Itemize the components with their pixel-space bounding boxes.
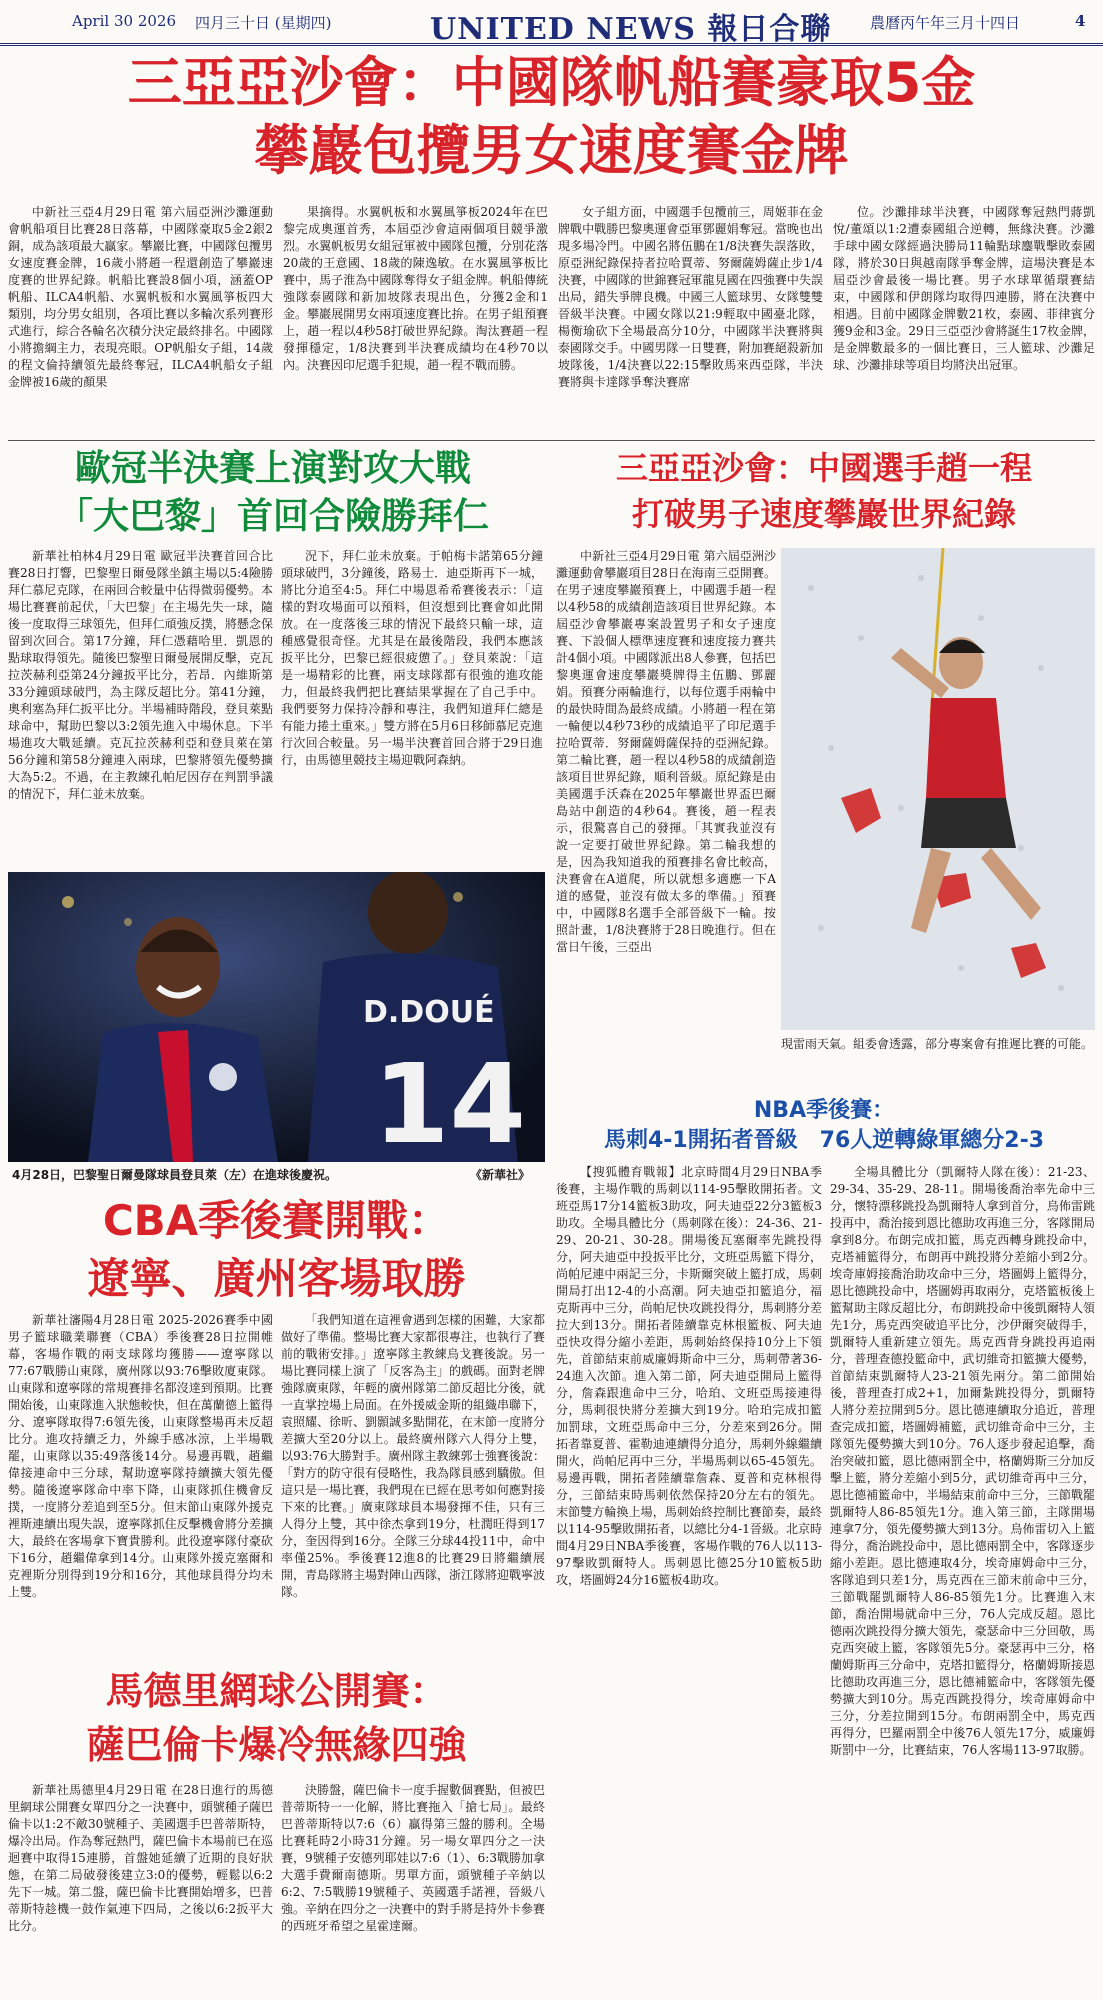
lead-headline-line2: 攀巖包攬男女速度賽金牌 <box>254 119 849 182</box>
nba-headline-line1: NBA季後賽： <box>753 1098 895 1123</box>
nba-story-column-2 <box>830 1164 1095 1994</box>
psg-story-column-1 <box>8 548 273 866</box>
lead-story-text-2: 果摘得。水翼帆板和水翼風箏板2024年在巴黎完成奧運首秀，本屆亞沙會這兩個項目競爭激烈。水翼帆板男女組冠軍被中國隊包攬，分別花落20歲的王意國、18歲的陳逸敏。在水翼風箏板比賽中，馬子淮為中國隊奪得女子組金牌。帆船傳統強隊泰國隊和新加坡隊表現出色，分獲2金和1金。攀巖展開男女兩項速度賽比拚。在男子組預賽上，趙一程以4秒58打破世界紀錄。淘汰賽趙一程發揮穩定，1/8決賽到半決賽成績均在4秒70以內。決賽因印尼選手犯規，趙一程不戰而勝。 <box>283 205 548 372</box>
lead-story-text-1: 中新社三亞4月29日電 第六屆亞洲沙灘運動會帆船項目比賽28日落幕，中國隊豪取5金2銀2銅，成為該項最大贏家。攀巖比賽，中國隊包攬男女速度賽金牌，16歲小將趙一程還創造了攀巖速度賽的世界紀錄。帆船比賽設8個小項，涵蓋OP帆船、ILCA4帆船、水翼帆板和水翼風箏板四大類別，均分男女組別，各項比賽以多輪次系列賽形式進行，綜合各輪名次積分決定最終排名。中國隊小將擔綱主力，表現亮眼。OP帆船女子組，14歲的程文倫持續領先最終奪冠，ILCA4帆船女子組金牌被16歲的顏果 <box>8 205 273 389</box>
tennis-headline-line1: 馬德里網球公開賽： <box>105 1669 448 1713</box>
tennis-headline-line2: 薩巴倫卡爆冷無緣四強 <box>86 1723 467 1767</box>
climb-headline-line1: 三亞亞沙會：中國選手趙一程 <box>615 449 1032 487</box>
psg-photo-caption: 4月28日，巴黎聖日爾曼隊球員登貝萊（左）在進球後慶祝。 <box>12 1168 338 1182</box>
lead-story-column-3 <box>558 204 823 436</box>
cba-story-text-1: 新華社瀋陽4月28日電 2025-2026賽季中國男子籃球職業聯賽（CBA）季後賽28日拉開帷幕，客場作戰的兩支球隊均獲勝——遼寧隊以77:67戰勝山東隊，廣州隊以93:76擊敗廈東隊。山東隊和遼寧隊的常規賽排名都沒達到預期。比賽開始後，山東隊進入狀態較快，但在萬蘭德上籃得分、遼寧隊取得7:6領先後，山東隊整場再未反超比分。進攻持續乏力，外線手感冰涼，上半場戰罷，山東隊以35:49落後14分。易邊再戰，趙繼偉接連命中三分球，幫助遼寧隊持續擴大領先優勢。隨後遼寧隊命中率下降，山東隊抓住機會反撲，一度將分差追到至5分。但末節山東隊外援克裡斯連續出現失誤，遼寧隊抓住反擊機會將分差擴大，最終在客場拿下寶貴勝利。此役遼寧隊付豪砍下16分，趙繼偉拿到14分。山東隊外援克塞爾和克裡斯分別得到19分和16分，其他球員得分均未上雙。 <box>8 1313 273 1599</box>
cba-story-column-1 <box>8 1312 273 1658</box>
masthead <box>0 0 1103 46</box>
masthead-weekday: 四月三十日 (星期四) <box>195 14 332 32</box>
nba-story-text-1: 【搜狐體育戰報】北京時間4月29日NBA季後賽，主場作戰的馬刺以114-95擊敗開拓者。文班亞馬17分14籃板3助攻，阿夫迪亞22分3籃板3助攻。全場具體比分（馬刺隊在後）：24-36、21-29、20-21、30-28。開場後瓦塞爾率先跳投得分，阿夫迪亞中投扳平比分，文班亞馬籃下得分，尚帕尼連中兩記三分，卡斯爾突破上籃打成，馬刺開局打出12-4的小高潮。阿夫迪亞扣籃追分，福克斯再中三分，尚帕尼快攻跳投得分，馬刺將分差拉大到13分。開拓者陸續靠克林根籃板、阿夫迪亞快攻得分縮小差距，馬刺始終保持10分上下領先，首節結束前威廉姆斯命中三分，馬刺帶著36-24進入次節。進入第二節，阿夫迪亞開局上籃得分，詹森跟進命中三分，哈珀、文班亞馬接連得分，馬刺很快將分差擴大到19分。哈珀完成扣籃加罰球，文班亞馬命中三分，分差來到26分。開拓者靠夏普、霍勒迪連續得分追分，馬刺外線繼續開火，尚帕尼再中三分，半場馬刺以65-45領先。易邊再戰，開拓者陸續靠詹森、夏普和克林根得分，三節結束時馬刺依然保持20分左右的領先。末節雙方輪換上場，馬刺始終控制比賽節奏，最終以114-95擊敗開拓者，以總比分4-1晉級。北京時間4月29日NBA季後賽，客場作戰的76人以113-97擊敗凱爾特人。馬刺恩比德25分10籃板5助攻，塔圖姆24分16籃板4助攻。 <box>556 1165 822 1587</box>
psg-story-column-2 <box>281 548 543 866</box>
climb-story-column <box>556 548 776 1090</box>
masthead-lunar-date: 農曆丙午年三月十四日 <box>870 14 1021 32</box>
page-number: 4 <box>1075 12 1086 30</box>
lead-headline-line1: 三亞亞沙會：中國隊帆船賽豪取5金 <box>127 51 976 114</box>
lead-story-column-2 <box>283 204 548 436</box>
cba-headline-line2: 遼寧、廣州客場取勝 <box>87 1254 466 1303</box>
lead-story-text-3: 女子組方面，中國選手包攬前三，周姬菲在金牌戰中戰勝巴黎奧運會亞軍鄧麗娟奪冠。當晚也出現多場冷門。中國名將伍鵬在1/8決賽失誤落敗，原亞洲紀錄保持者拉哈賈蒂、努爾薩姆薩止步1/4決賽，中國隊的世錦賽冠軍龍見國在四強賽中失誤出局，錯失爭牌良機。中國三人籃球男、女隊雙雙晉級半決賽。中國女隊以21:9輕取中國臺北隊，楊衡瑜砍下全場最高分10分，中國隊半決賽將與泰國隊交手。中國男隊一日雙賽，附加賽絕殺新加坡隊後，1/4決賽以22:15擊敗馬來西亞隊，半決賽將與卡達隊爭奪決賽席 <box>558 205 823 389</box>
nba-headline-line2: 馬刺4-1開拓者晉級 76人逆轉綠軍總分2-3 <box>603 1128 1045 1153</box>
psg-headline-line1: 歐冠半決賽上演對攻大戰 <box>74 448 471 489</box>
psg-story-text-2: 況下，拜仁並未放棄。于帕梅卡諾第65分鐘頭球破門，3分鐘後，路易士．迪亞斯再下一城，將比分追至4:5。拜仁中場恩希希賽後表示：「這樣的對攻場面可以預料，但沒想到比賽會如此開放。在一度落後三球的情況下最終只輸一球，這種感覺很奇怪。尤其是在最後階段，我們本應該扳平比分，巴黎已經很疲憊了。」登貝萊說：「這是一場精彩的比賽，兩支球隊都有很強的進攻能力，但最終我們把比賽結果掌握在了自己手中。我們要努力保持冷靜和專注，我們知道拜仁總是有能力捲土重來。」雙方將在5月6日移師慕尼克進行次回合較量。另一場半決賽首回合將于29日進行，由馬德里競技主場迎戰阿森納。 <box>281 549 543 767</box>
lead-story-text-4: 位。沙灘排球半決賽，中國隊奪冠熱門蔣凱悅/董頌以1:2遭泰國組合逆轉，無緣決賽。沙灘手球中國女隊經過決勝局11輪點球鏖戰擊敗泰國隊，將於30日與越南隊爭奪金牌，這場決賽是本屆亞沙會最後一場比賽。男子水球單循環賽結束，中國隊和伊朗隊均取得四連勝，將在決賽中相遇。目前中國隊金牌數21枚，泰國、菲律賓分獲9金和3金。29日三亞亞沙會將誕生17枚金牌，是金牌數最多的一個比賽日，三人籃球、沙灘足球、沙灘排球等項目均將決出冠軍。 <box>833 205 1095 372</box>
nba-story-column-1 <box>556 1164 822 1994</box>
jersey-name: D.DOUÉ <box>363 995 495 1030</box>
cba-story-text-2: 「我們知道在這裡會遇到怎樣的困難，大家都做好了準備。整場比賽大家都很專注，也執行了賽前的戰術安排。」遼寧隊主教練烏戈賽後說。另一場比賽同樣上演了「反客為主」的戲碼。面對老牌強隊廣東隊，年輕的廣州隊第二節反超比分後，就一直掌控場上局面。在外援威金斯的組織串聯下，袁照耀、徐昕、劉顥誠多點開花，在末節一度將分差擴大至20分以上。最終廣州隊六人得分上雙，以93:76大勝對手。廣州隊主教練郭士強賽後說：「對方的防守很有侵略性，我為隊員感到驕傲。但這只是一場比賽，我們現在已經在思考如何應對接下來的比賽。」廣東隊球員本場發揮不佳，只有三人得分上雙，其中徐杰拿到19分，杜潤旺得到17分，奎因得到16分。全隊三分球44投11中，命中率僅25%。季後賽12進8的比賽29日將繼續展開，青島隊將主場對陣山西隊，浙江隊將迎戰寧波隊。 <box>281 1313 545 1599</box>
tennis-story-text-1: 新華社馬德里4月29日電 在28日進行的馬德里網球公開賽女單四分之一決賽中，頭號種子薩巴倫卡以1:2不敵30號種子、美國選手巴普蒂斯特，爆冷出局。作為奪冠熱門，薩巴倫卡本場前已在巡迴賽中取得15連勝，首盤她延續了近期的良好狀態，在第二局破發後建立3:0的優勢，輕鬆以6:2先下一城。第二盤，薩巴倫卡比賽開始增多，巴普蒂斯特趁機一鼓作氣連下四局，之後以6:2扳平大比分。 <box>8 1783 273 1933</box>
psg-celebration-photo <box>8 872 545 1162</box>
tennis-story-column-1 <box>8 1782 273 1994</box>
jersey-number: 14 <box>373 1040 527 1162</box>
psg-photo-credit: 《新華社》 <box>470 1168 531 1182</box>
psg-story-text-1: 新華社柏林4月29日電 歐冠半決賽首回合比賽28日打響，巴黎聖日爾曼隊坐鎮主場以5:4險勝拜仁慕尼克隊，在兩回合較量中佔得微弱優勢。本場比賽賽前起伏，「大巴黎」在主場先失一球，隨後一度取得三球領先，但拜仁頑強反撲，將懸念保留到次回合。第17分鐘，拜仁憑藉哈里．凱恩的點球取得領先。隨後巴黎聖日爾曼展開反擊，克瓦拉茨赫利亞第24分鐘扳平比分，若昂．內維斯第33分鐘頭球破門，為主隊反超比分。第41分鐘，奧利塞為拜仁扳平比分。半場補時階段，登貝萊點球命中，幫助巴黎以3:2領先進入中場休息。下半場進攻大戰延續。克瓦拉茨赫利亞和登貝萊在第56分鐘和第58分鐘連入兩球，巴黎將領先優勢擴大為5:2。不過，在主教練孔帕尼因存在判罰爭議的情況下，拜仁並未放棄。 <box>8 549 273 801</box>
tennis-story-column-2 <box>281 1782 545 1994</box>
psg-headline-line2: 「大巴黎」首回合險勝拜仁 <box>56 496 489 537</box>
nba-story-text-2: 全場具體比分（凱爾特人隊在後）：21-23、29-34、35-29、28-11。開場後喬治率先命中三分，懷特漂移跳投為凱爾特人拿到首分，烏佈雷跳投再中，喬治接到恩比德助攻再進三分，客隊開局拿到8分。布朗完成扣籃，馬克西轉身跳投命中，克塔補籃得分，布朗再中跳投將分差縮小到2分。埃奇庫姆接喬治助攻命中三分，塔圖姆上籃得分，恩比德跳投命中，塔圖姆再取兩分，克塔籃板後上籃幫助主隊反超比分，布朗跳投命中後凱爾特人領先1分，馬克西突破追平比分，沙伊爾突破得手，凱爾特人重新建立領先。馬克西背身跳投再追兩分，普理查德投籃命中，武切維奇扣籃擴大優勢，首節結束凱爾特人23-21領先兩分。第二節開始後，普理查打成2+1，加爾紮跳投得分，凱爾特人將分差拉開到5分。恩比德連續取分追近，普理查完成扣籃，塔圖姆補籃，武切維奇命中三分，主隊領先優勢擴大到10分。76人逐步發起追擊，喬治突破扣籃，恩比德兩罰全中，格蘭姆斯三分加反擊上籃，將分差縮小到5分，武切維奇再中三分，恩比德補籃命中，半場結束前命中三分，三節戰罷凱爾特人86-85領先1分。進入第三節，主隊開場連拿7分，領先優勢擴大到13分。烏佈雷切入上籃得分，喬治跳投命中，恩比德兩罰全中，客隊逐步縮小差距。恩比德連取4分，埃奇庫姆命中三分，客隊追到只差1分，馬克西在三節末前命中三分，三節戰罷凱爾特人86-85領先1分。比賽進入末節，喬治開場就命中三分，76人完成反超。恩比德兩次跳投得分擴大領先，豪瑟命中三分回敬，馬克西突破上籃，客隊領先5分。豪瑟再中三分，格蘭姆斯再三分命中，克塔扣籃得分，格蘭姆斯接恩比德助攻再進三分，恩比德補籃命中，客隊領先優勢擴大到10分。馬克西跳投得分，埃奇庫姆命中三分，分差拉開到15分。布朗兩罰全中，馬克西再得分，巴羅兩罰全中後76人領先17分，威廉姆斯罰中一分，比賽結束，76人客場113-97取勝。 <box>830 1165 1095 1757</box>
cba-story-column-2 <box>281 1312 545 1658</box>
climb-caption <box>781 1036 1095 1090</box>
photo-illustration <box>8 872 545 1162</box>
climb-story-text: 中新社三亞4月29日電 第六屆亞洲沙灘運動會攀巖項目28日在海南三亞開賽。在男子速度攀巖預賽上，中國選手趙一程以4秒58的成績創造該項目世界紀錄。本屆亞沙會攀巖專案設置男子和女子速度賽、下設個人標準速度賽和速度接力賽共計4個小項。中國隊派出8人參賽，包括巴黎奧運會速度攀巖獎牌得主伍鵬、鄧麗娟。預賽分兩輪進行，以每位選手兩輪中的最快時間為最終成績。小將趙一程在第一輪便以4秒73秒的成績追平了印尼選手拉哈賈蒂．努爾薩姆薩保持的亞洲紀錄。第二輪比賽，趙一程以4秒58的成績創造該項目世界紀錄，順利晉級。原紀錄是由美國選手沃森在2025年攀巖世界盃巴爾島站中創造的4秒64。賽後，趙一程表示，很驚喜自己的發揮。「其實我並沒有說一定要打破世界紀錄。第二輪我想的是，因為我知道我的預賽排名會比較高，決賽會在A道爬，所以就想多適應一下A道的感覺，並沒有做太多的準備。」預賽中，中國隊8名選手全部晉級下一輪。按照計畫，1/8決賽將于28日晚進行。但在當日午後，三亞出 <box>556 549 776 954</box>
climb-headline-line2: 打破男子速度攀巖世界紀錄 <box>631 495 1016 533</box>
climber-illustration <box>781 548 1095 1030</box>
lead-story-column-4 <box>833 204 1095 436</box>
section-divider <box>8 440 1095 441</box>
cba-headline-line1: CBA季後賽開戰： <box>102 1196 451 1245</box>
newspaper-name: UNITED NEWS 報日合聯 <box>430 12 832 47</box>
masthead-date: April 30 2026 <box>72 12 176 30</box>
lead-story-column-1 <box>8 204 273 436</box>
climb-caption-text: 現雷雨天氣。組委會透露，部分專案會有推遲比賽的可能。 <box>781 1037 1094 1051</box>
climber-photo <box>781 548 1095 1030</box>
tennis-story-text-2: 決勝盤，薩巴倫卡一度手握數個賽點，但被巴普蒂斯特一一化解，將比賽拖入「搶七局」。最終巴普蒂斯特以7:6（6）贏得第三盤的勝利。全場比賽耗時2小時31分鐘。另一場女單四分之一決賽，9號種子安德列耶娃以7:6（1）、6:3戰勝加拿大選手費爾南德斯。男單方面，頭號種子辛納以6:2、7:5戰勝19號種子、英國選手諾裡，晉級八強。辛納在四分之一決賽中的對手將是持外卡參賽的西班牙希望之星霍達爾。 <box>281 1783 545 1933</box>
